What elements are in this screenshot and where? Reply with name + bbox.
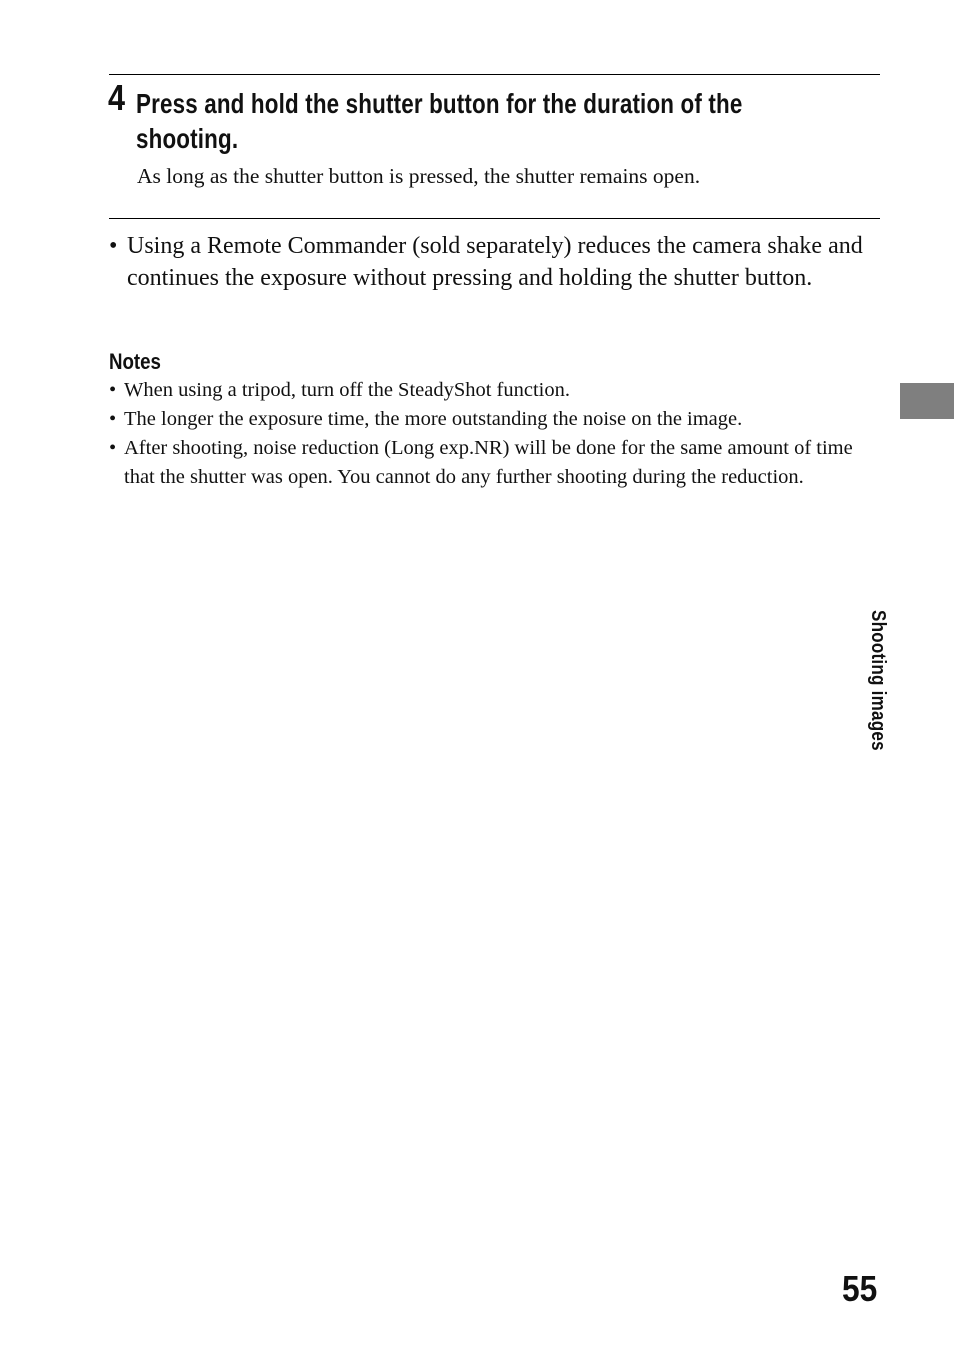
bullet-mark: • xyxy=(109,437,117,459)
step-description: As long as the shutter button is pressed, the shutter remains open. xyxy=(137,164,701,188)
page-number: 55 xyxy=(842,1268,878,1309)
note-text: The longer the exposure time, the more outstanding the noise on the image. xyxy=(124,408,743,430)
notes-list xyxy=(109,376,881,492)
tip-text: Using a Remote Commander (sold separately) reduces the camera shake and continues the exposure without pressing and holding the shutter button. xyxy=(127,233,863,291)
section-side-label xyxy=(863,610,893,790)
tip-item xyxy=(109,230,879,294)
tip-list xyxy=(109,230,879,294)
bullet-mark: • xyxy=(109,233,118,259)
note-item xyxy=(109,376,881,405)
note-item xyxy=(109,405,881,434)
note-item xyxy=(109,434,881,492)
bullet-mark: • xyxy=(109,379,117,401)
section-side-label-text: Shooting images xyxy=(867,610,889,751)
step-title: Press and hold the shutter button for the duration of the shooting. xyxy=(136,88,743,154)
section-divider xyxy=(109,218,880,219)
note-text: When using a tripod, turn off the SteadyShot function. xyxy=(124,379,570,401)
note-text: After shooting, noise reduction (Long exp.NR) will be done for the same amount of time that the shutter was open. You cannot do any further shooting during the reduction. xyxy=(124,437,853,488)
section-tab-marker xyxy=(900,383,954,419)
notes-heading: Notes xyxy=(109,349,161,374)
step-number: 4 xyxy=(108,77,126,118)
top-divider xyxy=(109,74,880,75)
bullet-mark: • xyxy=(109,408,117,430)
